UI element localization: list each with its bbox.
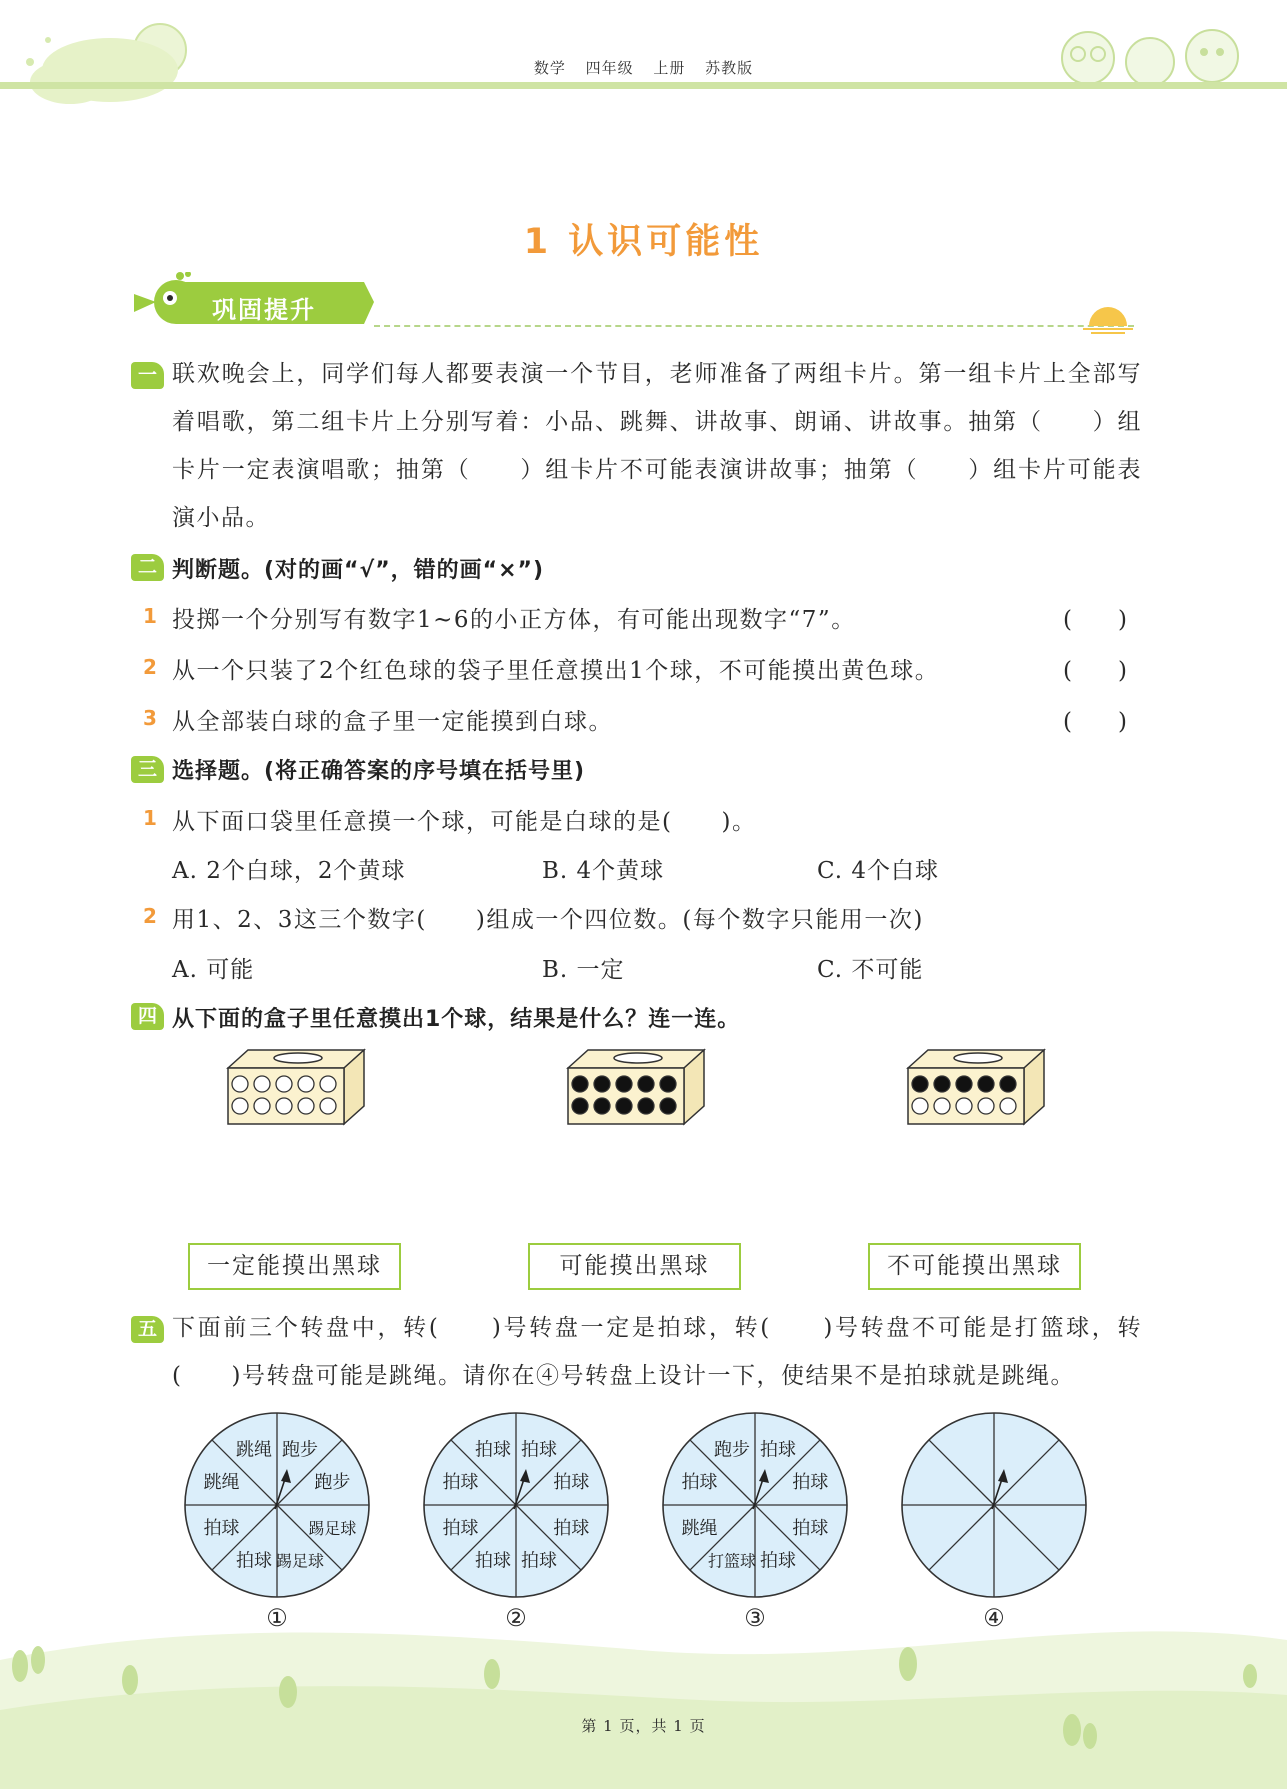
spinner-sector-label: 拍球 xyxy=(442,1472,479,1494)
result-label-impossible[interactable]: 不可能摸出黑球 xyxy=(868,1243,1081,1290)
option-a: A. 2个白球，2个黄球 xyxy=(172,858,406,884)
black-ball xyxy=(572,1098,588,1114)
spinner-3 xyxy=(660,1410,850,1600)
spinner-sector-label: 拍球 xyxy=(792,1472,829,1494)
spinner-sector-label: 踢足球 xyxy=(308,1518,357,1538)
spinner-label-1: ① xyxy=(266,1604,288,1632)
question-badge-4: 四 xyxy=(131,1003,164,1030)
spinner-label-2: ② xyxy=(505,1604,527,1632)
black-ball xyxy=(572,1076,588,1092)
item-number: 1 xyxy=(143,604,157,628)
item-number: 1 xyxy=(143,806,157,830)
spinner-4[interactable] xyxy=(899,1410,1089,1600)
answer-paren[interactable]: ( ) xyxy=(1063,709,1127,735)
page-number: 第 1 页，共 1 页 xyxy=(581,1717,706,1735)
white-ball xyxy=(254,1076,270,1092)
spinner-sector-label: 拍球 xyxy=(553,1472,590,1494)
white-ball xyxy=(232,1076,248,1092)
question-badge-2: 二 xyxy=(131,554,164,581)
spinner-sector-label: 拍球 xyxy=(475,1550,512,1572)
item-number: 2 xyxy=(143,655,157,679)
black-ball xyxy=(660,1076,676,1092)
black-ball xyxy=(934,1076,950,1092)
spinner-sector-label: 跑步 xyxy=(714,1439,751,1461)
question-4-title: 从下面的盒子里任意摸出1个球，结果是什么？连一连。 xyxy=(172,1007,741,1032)
spinner-label-3: ③ xyxy=(744,1604,766,1632)
option-b: B. 一定 xyxy=(542,957,625,983)
white-ball xyxy=(912,1098,928,1114)
spinner-sector-label: 跑步 xyxy=(314,1472,351,1494)
spinner-sector-label: 拍球 xyxy=(681,1472,718,1494)
spinner-sector-label: 拍球 xyxy=(442,1517,479,1539)
white-ball xyxy=(934,1098,950,1114)
white-ball xyxy=(320,1098,336,1114)
spinner-sector-label: 拍球 xyxy=(792,1517,829,1539)
black-ball xyxy=(912,1076,928,1092)
spinner-sector-label: 踢足球 xyxy=(275,1551,324,1571)
judge-item-2: 从一个只装了2个红色球的袋子里任意摸出1个球，不可能摸出黄色球。 xyxy=(172,658,940,684)
question-5-text: 下面前三个转盘中，转( )号转盘一定是拍球，转( )号转盘不可能是打篮球，转( )号转盘可能是跳绳。请你在④号转盘上设计一下，使结果不是拍球就是跳绳。 xyxy=(172,1315,1142,1389)
spinner-1 xyxy=(182,1410,372,1600)
black-ball xyxy=(978,1076,994,1092)
spinner-sector-label: 拍球 xyxy=(759,1439,796,1461)
question-badge-5: 五 xyxy=(131,1316,164,1343)
spinner-sector-label: 拍球 xyxy=(236,1550,273,1572)
ball-box-2 xyxy=(566,1048,706,1126)
white-ball xyxy=(298,1098,314,1114)
judge-item-1: 投掷一个分别写有数字1~6的小正方体，有可能出现数字“7”。 xyxy=(172,607,856,633)
spinner-sector-label: 跑步 xyxy=(281,1439,318,1461)
black-ball xyxy=(638,1098,654,1114)
judge-item-3: 从全部装白球的盒子里一定能摸到白球。 xyxy=(172,709,613,735)
sunset-icon xyxy=(1083,304,1133,334)
black-ball xyxy=(616,1098,632,1114)
question-2-title: 判断题。(对的画“√”，错的画“×”) xyxy=(172,558,545,583)
white-ball xyxy=(298,1076,314,1092)
item-number: 2 xyxy=(143,904,157,928)
spinner-label-4: ④ xyxy=(983,1604,1005,1632)
section-dashed-rule xyxy=(374,325,1134,327)
question-badge-1: 一 xyxy=(131,362,164,389)
choice-item-1: 从下面口袋里任意摸一个球，可能是白球的是( )。 xyxy=(172,809,757,835)
section-banner-label: 巩固提升 xyxy=(212,296,316,324)
black-ball xyxy=(594,1098,610,1114)
option-a: A. 可能 xyxy=(172,957,255,983)
choice-item-2: 用1、2、3这三个数字( )组成一个四位数。(每个数字只能用一次) xyxy=(172,907,924,933)
spinner-sector-label: 拍球 xyxy=(475,1439,512,1461)
white-ball xyxy=(956,1098,972,1114)
question-3-title: 选择题。(将正确答案的序号填在括号里) xyxy=(172,759,586,784)
header-text: 数学 四年级 上册 苏教版 xyxy=(533,59,754,77)
black-ball xyxy=(660,1098,676,1114)
spinner-2 xyxy=(421,1410,611,1600)
black-ball xyxy=(594,1076,610,1092)
item-number: 3 xyxy=(143,706,157,730)
white-ball xyxy=(978,1098,994,1114)
spinner-sector-label: 拍球 xyxy=(203,1517,240,1539)
spinner-sector-label: 打篮球 xyxy=(708,1551,757,1571)
white-ball xyxy=(1000,1098,1016,1114)
black-ball xyxy=(616,1076,632,1092)
black-ball xyxy=(1000,1076,1016,1092)
lesson-title: 1 认识可能性 xyxy=(523,222,764,262)
white-ball xyxy=(254,1098,270,1114)
option-c: C. 不可能 xyxy=(817,957,924,983)
answer-paren[interactable]: ( ) xyxy=(1063,607,1127,633)
spinner-sector-label: 拍球 xyxy=(520,1439,557,1461)
question-1-text: 联欢晚会上，同学们每人都要表演一个节目，老师准备了两组卡片。第一组卡片上全部写着唱歌，第二组卡片上分别写着：小品、跳舞、讲故事、朗诵、讲故事。抽第（ ）组卡片一定表演唱歌；抽第（ ）组卡片不可能表演讲故事；抽第（ ）组卡片可能表演小品。 xyxy=(172,361,1142,531)
white-ball xyxy=(232,1098,248,1114)
result-label-possible[interactable]: 可能摸出黑球 xyxy=(528,1243,741,1290)
result-label-certain[interactable]: 一定能摸出黑球 xyxy=(188,1243,401,1290)
ball-box-3 xyxy=(906,1048,1046,1126)
spinner-sector-label: 跳绳 xyxy=(681,1517,718,1539)
white-ball xyxy=(320,1076,336,1092)
white-ball xyxy=(276,1098,292,1114)
question-badge-3: 三 xyxy=(131,756,164,783)
header-rule xyxy=(0,82,1287,89)
option-c: C. 4个白球 xyxy=(817,858,940,884)
black-ball xyxy=(956,1076,972,1092)
spinner-sector-label: 拍球 xyxy=(759,1550,796,1572)
spinner-sector-label: 拍球 xyxy=(520,1550,557,1572)
option-b: B. 4个黄球 xyxy=(542,858,665,884)
black-ball xyxy=(638,1076,654,1092)
spinner-sector-label: 跳绳 xyxy=(203,1472,240,1494)
white-ball xyxy=(276,1076,292,1092)
ball-box-1 xyxy=(226,1048,366,1126)
footer-landscape xyxy=(0,1600,1287,1789)
spinner-sector-label: 跳绳 xyxy=(236,1439,273,1461)
answer-paren[interactable]: ( ) xyxy=(1063,658,1127,684)
spinner-sector-label: 拍球 xyxy=(553,1517,590,1539)
